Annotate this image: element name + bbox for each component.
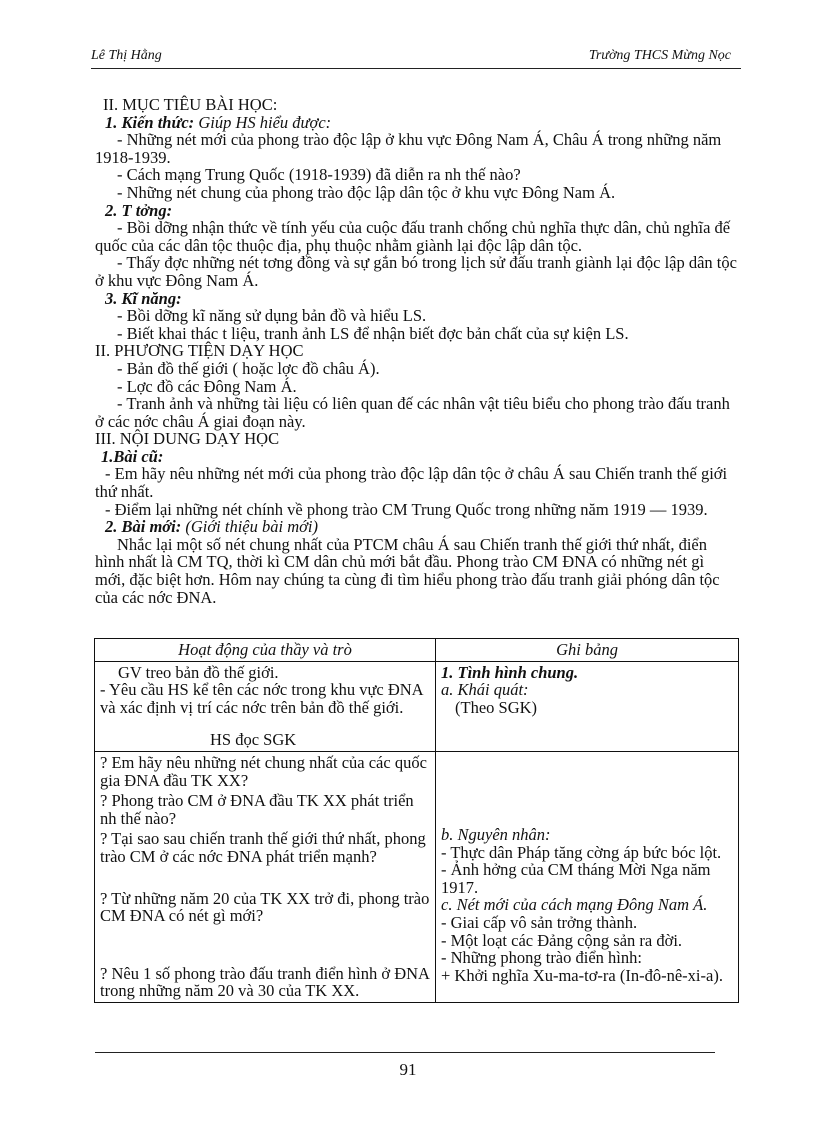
knowledge-line-3: - Những nét chung của phong trào độc lập dân tộc ở khu vực Đông Nam Á. — [117, 182, 616, 202]
page-header — [91, 48, 741, 70]
spacer — [100, 925, 430, 965]
question-line: ? Từ những năm 20 của TK XX trở đi, phong trào CM ĐNA có nét gì mới? — [100, 888, 430, 926]
new-lesson-heading — [105, 518, 738, 536]
spacer — [441, 754, 733, 826]
footer-rule — [95, 1052, 715, 1053]
spacer — [100, 866, 430, 890]
thought-line-2: - Thấy đợc những nét tơng đồng và sự gắn bó trong lịch sử đấu tranh giành lại độc lập dân tộc ở khu vực Đông Nam Á. — [95, 253, 737, 290]
table-header-activities: Hoạt động của thầy và trò — [95, 639, 436, 662]
section-content-title: III. NỘI DUNG DẠY HỌC — [95, 429, 280, 449]
feature-line: - Những phong trào điển hình: — [441, 948, 642, 968]
knowledge-label: 1. Kiến thức: — [105, 112, 195, 132]
skills-line-1: - Bồi dỡng kĩ năng sử dụng bản đồ và hiểu LS. — [117, 306, 427, 326]
cause-heading: b. Nguyên nhân: — [441, 824, 551, 844]
new-lesson-note: (Giới thiệu bài mới) — [181, 517, 318, 537]
table-cell-board — [436, 661, 739, 751]
table-cell-board — [436, 751, 739, 1002]
skills-line-2: - Biết khai thác t liệu, tranh ảnh LS để nhận biết đợc bản chất của sự kiện LS. — [117, 323, 629, 343]
knowledge-line-2: - Cách mạng Trung Quốc (1918-1939) đã diễn ra nh thế nào? — [117, 165, 521, 185]
question-line: ? Phong trào CM ở ĐNA đầu TK XX phát triển nh thế nào? — [100, 791, 414, 828]
knowledge-note: Giúp HS hiểu được: — [194, 112, 332, 132]
activity-line: HS đọc SGK — [210, 730, 297, 750]
section-objectives-title: II. MỤC TIÊU BÀI HỌC: — [103, 95, 278, 114]
document-body — [95, 96, 738, 606]
section-materials-title: II. PHƯƠNG TIỆN DẠY HỌC — [95, 341, 304, 361]
board-subtitle: a. Khái quát: — [441, 680, 529, 700]
skills-label: 3. Kĩ năng: — [105, 288, 182, 308]
lesson-table — [94, 638, 739, 1003]
table-cell-activities — [95, 751, 436, 1002]
materials-line-3: - Tranh ảnh và những tài liệu có liên quan đế các nhân vật tiêu biểu cho phong trào đấu tranh ở các nớc châu Á giai đoạn này. — [95, 394, 730, 431]
old-lesson-line-1: - Em hãy nêu những nét mới của phong trào độc lập dân tộc ở châu Á sau Chiến tranh thế giới thứ nhất. — [95, 464, 728, 502]
new-lesson-label: 2. Bài mới: — [105, 517, 182, 537]
cause-line: - Ảnh hởng của CM tháng Mời Nga năm 1917. — [441, 860, 711, 897]
header-author: Lê Thị Hằng — [91, 48, 162, 63]
knowledge-line-1: - Những nét mới của phong trào độc lập ở khu vực Đông Nam Á, Châu Á trong những năm 1918-1939. — [95, 130, 722, 167]
table-cell-activities — [95, 661, 436, 751]
feature-line: - Giai cấp vô sản trởng thành. — [441, 912, 638, 932]
board-text: (Theo SGK) — [455, 697, 538, 717]
question-line: ? Nêu 1 số phong trào đấu tranh điển hình ở ĐNA trong những năm 20 và 30 của TK XX. — [100, 963, 430, 1001]
board-title: 1. Tình hình chung. — [441, 662, 579, 682]
header-rule — [91, 68, 741, 69]
activity-line: - Yêu cầu HS kể tên các nớc trong khu vực ĐNA và xác định vị trí các nớc trên bản đồ thế giới. — [100, 680, 423, 717]
old-lesson-line-2: - Điểm lại những nét chính về phong trào CM Trung Quốc trong những năm 1919 — 1939. — [105, 499, 708, 519]
old-lesson-label: 1.Bài cũ: — [101, 446, 164, 466]
header-school: Trường THCS Mừng Nọc — [588, 48, 731, 63]
question-line: ? Em hãy nêu những nét chung nhất của các quốc gia ĐNA đầu TK XX? — [100, 752, 427, 790]
cause-line: - Thực dân Pháp tăng cờng áp bức bóc lột. — [441, 842, 722, 862]
activity-line: GV treo bản đồ thế giới. — [118, 662, 279, 682]
thought-line-1: - Bồi dỡng nhận thức về tính yếu của cuộc đấu tranh chống chủ nghĩa thực dân, chủ nghĩa đế quốc của các dân tộc thuộc địa, phụ thuộc nhằm giành lại độc lập dân tộc. — [95, 218, 731, 255]
materials-line-2: - Lợc đồ các Đông Nam Á. — [117, 376, 297, 396]
feature-line: + Khởi nghĩa Xu-ma-tơ-ra (In-đô-nê-xi-a). — [441, 965, 723, 985]
new-lesson-intro: Nhắc lại một số nét chung nhất của PTCM châu Á sau Chiến tranh thế giới thứ nhất, điển hình nhất là CM TQ, thời kì CM dân chủ mới bắt đầu. Phong trào CM ĐNA có những nét gì mới, đặc biệt hơn. Hôm nay chúng ta cùng đi tìm hiểu phong trào đấu tranh giải phóng dân tộc của các nớc ĐNA. — [95, 534, 720, 607]
table-header-board: Ghi bảng — [436, 639, 739, 662]
table-header-row — [95, 639, 739, 662]
knowledge-heading — [105, 114, 738, 132]
materials-line-1: - Bản đồ thế giới ( hoặc lợc đồ châu Á). — [117, 358, 380, 378]
feature-line: - Một loạt các Đảng cộng sản ra đời. — [441, 930, 683, 950]
table-row — [95, 661, 739, 751]
question-line: ? Tại sao sau chiến tranh thế giới thứ nhất, phong trào CM ở các nớc ĐNA phát triển mạnh? — [100, 829, 426, 866]
thought-label: 2. T tởng: — [105, 200, 173, 220]
new-features-heading: c. Nét mới của cách mạng Đông Nam Á. — [441, 895, 708, 915]
table-row — [95, 751, 739, 1002]
page-number: 91 — [399, 1060, 417, 1079]
spacer — [100, 716, 430, 731]
